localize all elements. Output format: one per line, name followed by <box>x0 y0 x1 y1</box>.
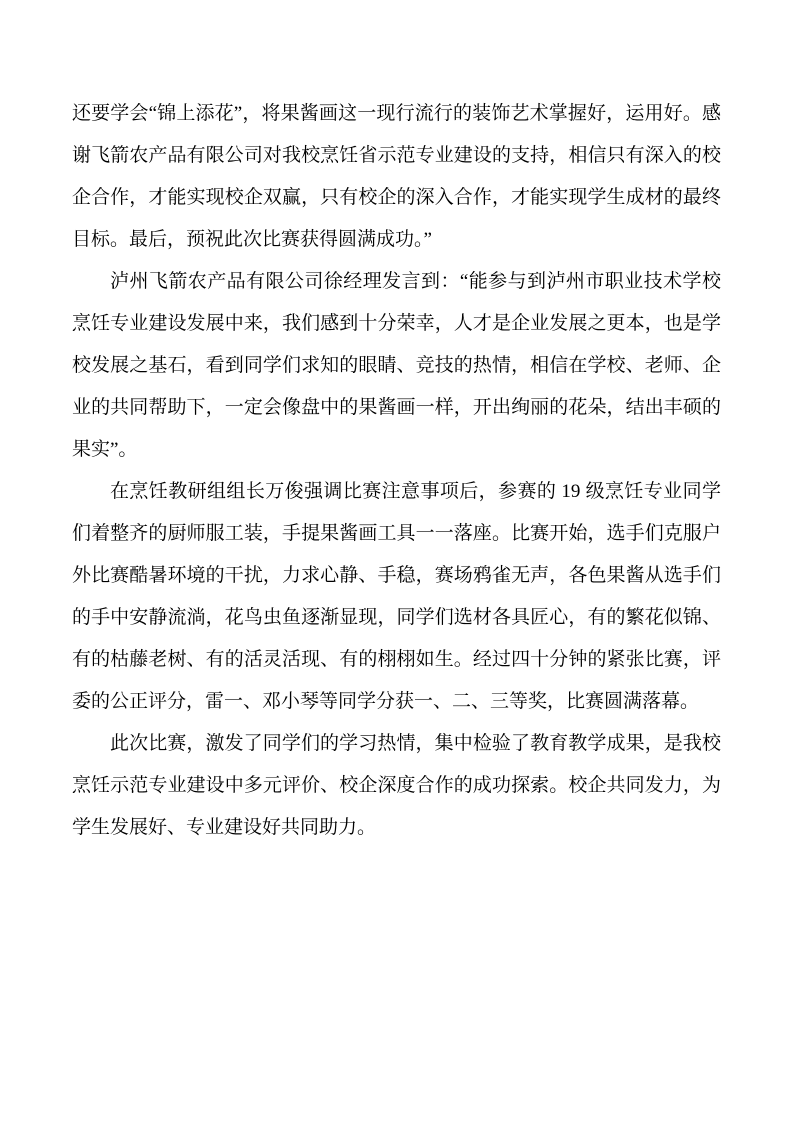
paragraph-2: 泸州飞箭农产品有限公司徐经理发言到：“能参与到泸州市职业技术学校烹饪专业建设发展中来，我们感到十分荣幸，人才是企业发展之更本，也是学校发展之基石，看到同学们求知的眼睛、竞技的热情，相信在学校、老师、企业的共同帮助下，一定会像盘中的果酱画一样，开出绚丽的花朵，结出丰硕的果实”。 <box>72 271 721 460</box>
document-body <box>72 93 721 849</box>
paragraph-1: 还要学会“锦上添花”，将果酱画这一现行流行的装饰艺术掌握好，运用好。感谢飞箭农产品有限公司对我校烹饪省示范专业建设的支持，相信只有深入的校企合作，才能实现校企双赢，只有校企的深入合作，才能实现学生成材的最终目标。最后，预祝此次比赛获得圆满成功。” <box>72 103 721 250</box>
paragraph-3: 在烹饪教研组组长万俊强调比赛注意事项后，参赛的 19 级烹饪专业同学们着整齐的厨师服工装，手提果酱画工具一一落座。比赛开始，选手们克服户外比赛酷暑环境的干扰，力求心静、手稳，赛场鸦雀无声，各色果酱从选手们的手中安静流淌，花鸟虫鱼逐渐显现，同学们选材各具匠心，有的繁花似锦、有的枯藤老树、有的活灵活现、有的栩栩如生。经过四十分钟的紧张比赛，评委的公正评分，雷一、邓小琴等同学分获一、二、三等奖，比赛圆满落幕。 <box>72 481 721 712</box>
paragraph-4: 此次比赛，激发了同学们的学习热情，集中检验了教育教学成果，是我校烹饪示范专业建设中多元评价、校企深度合作的成功探索。校企共同发力，为学生发展好、专业建设好共同助力。 <box>72 733 721 838</box>
